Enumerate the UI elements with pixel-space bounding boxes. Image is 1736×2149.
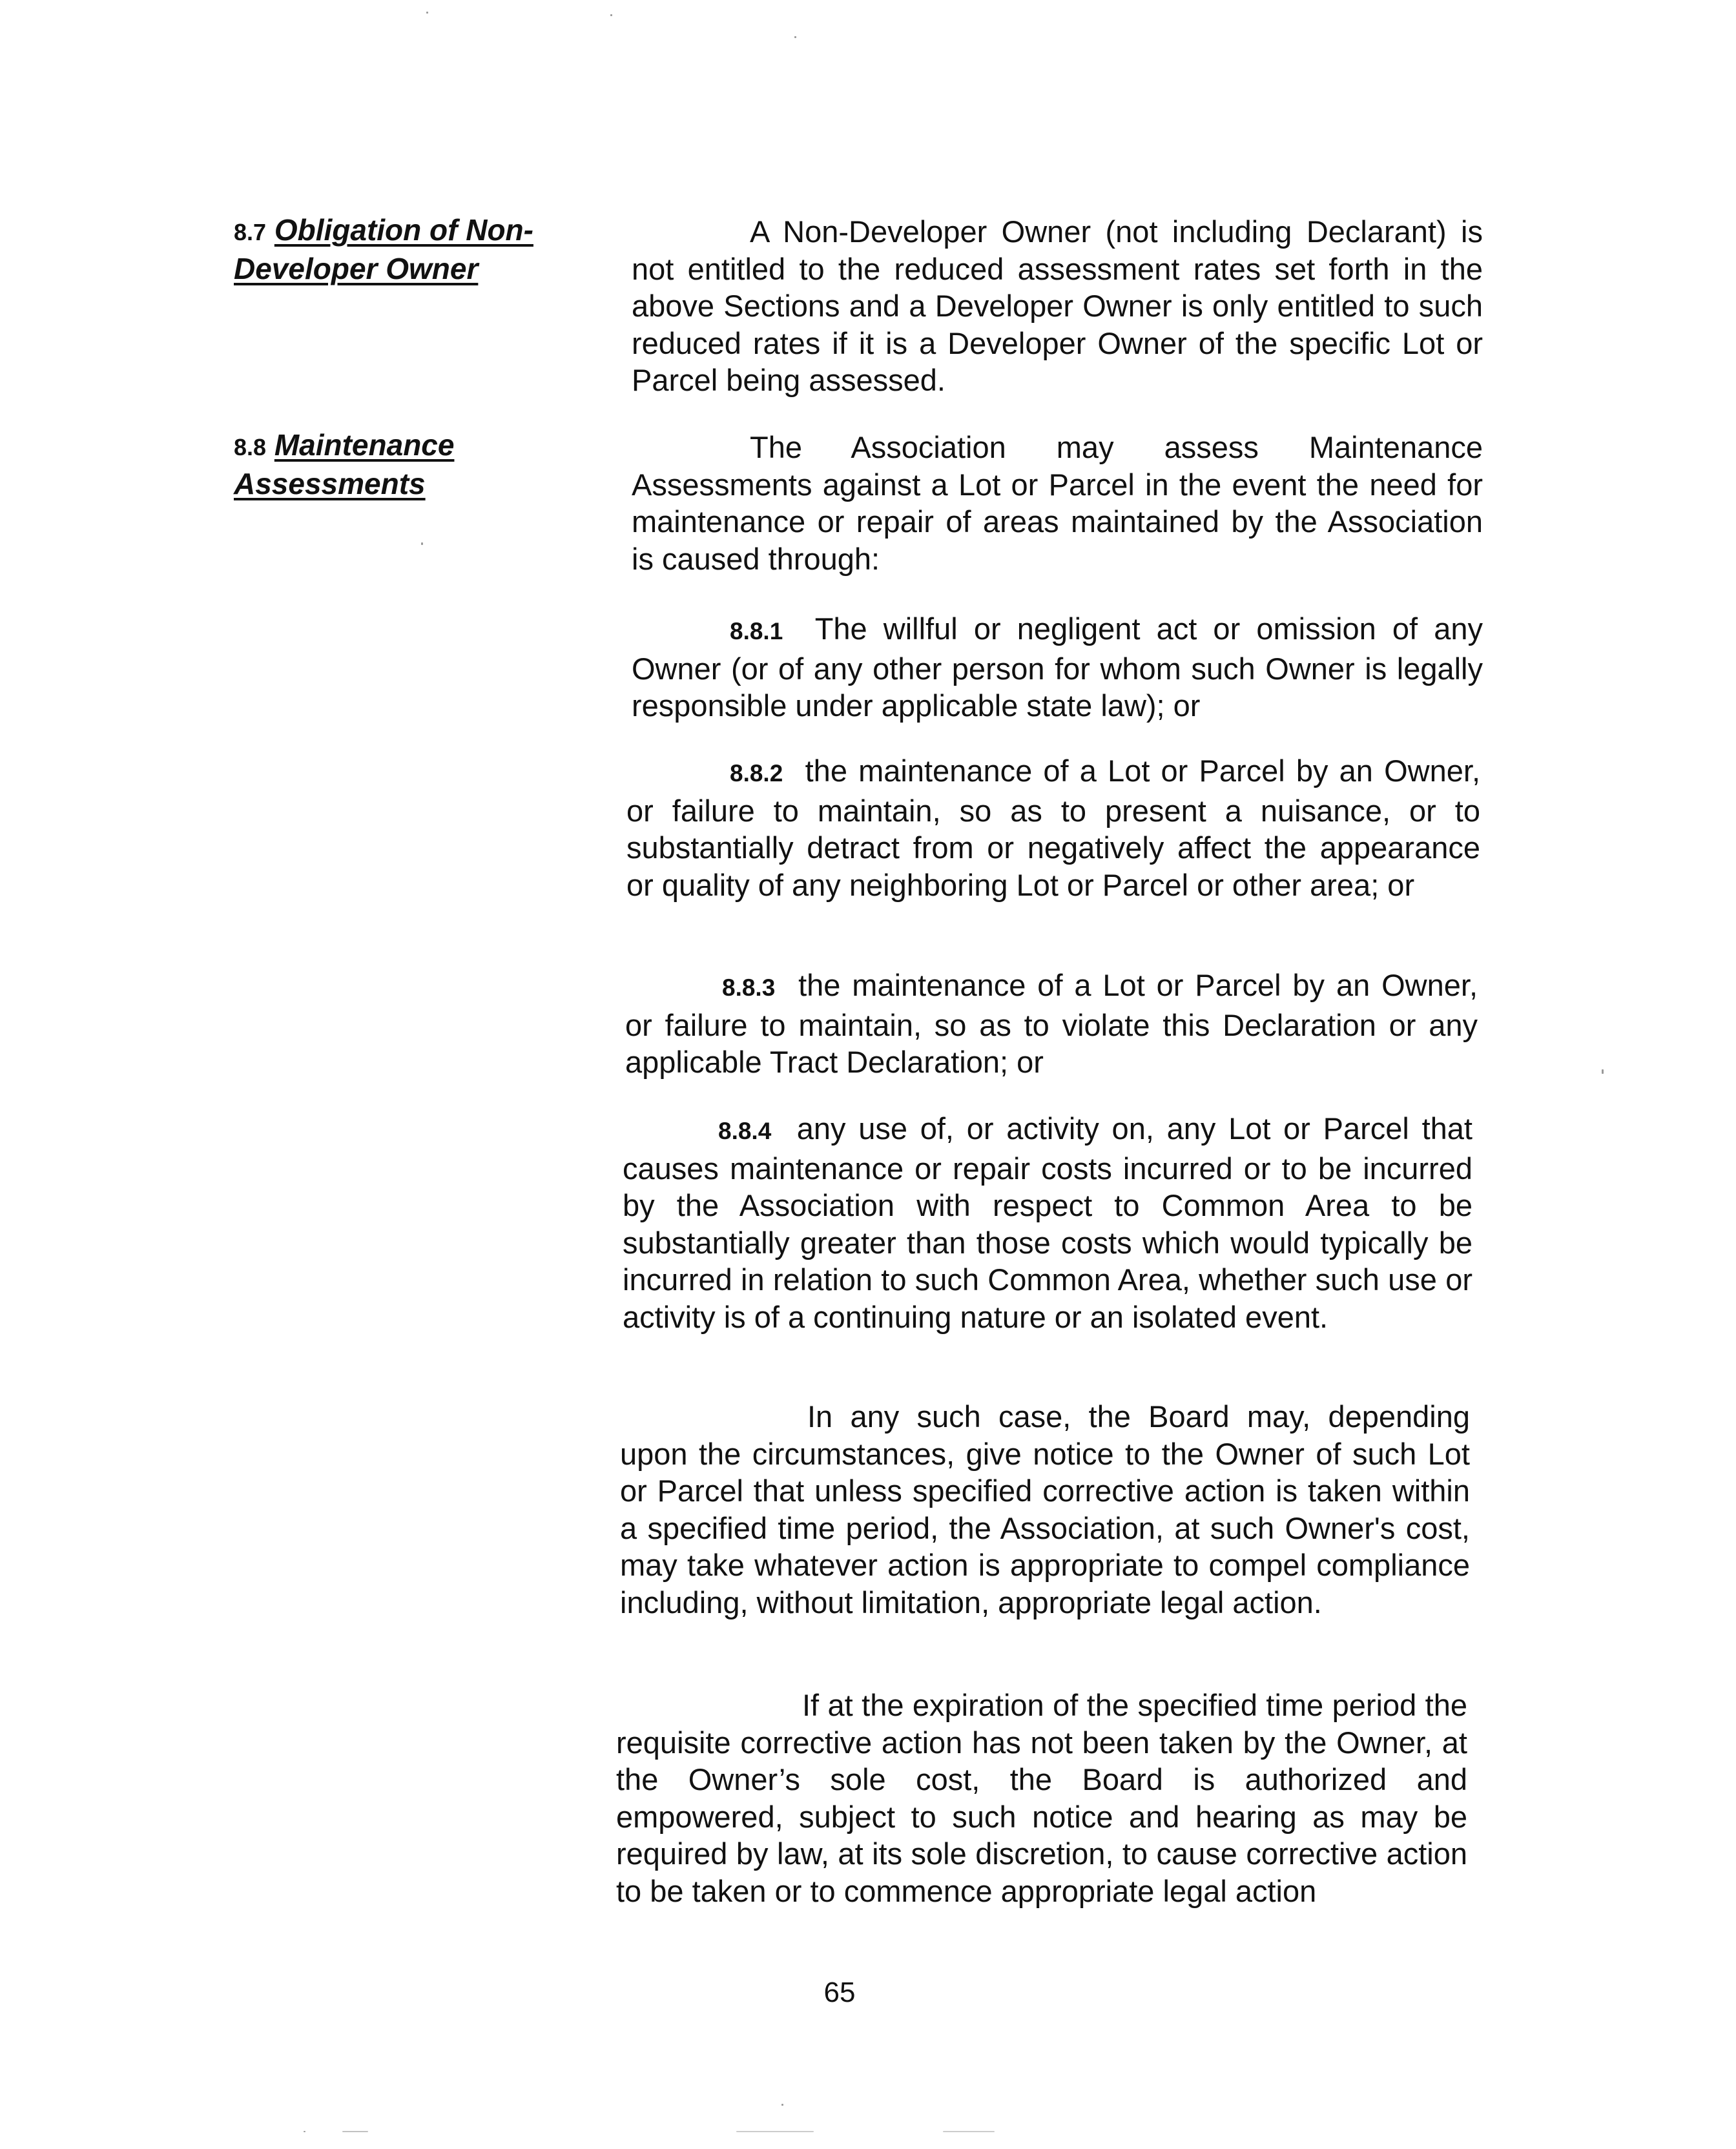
section-title-line-1: Obligation of Non- bbox=[274, 213, 533, 247]
scan-speck bbox=[421, 542, 423, 545]
subsection-number: 8.8.4 bbox=[718, 1118, 772, 1144]
subsection-number: 8.8.1 bbox=[730, 618, 783, 644]
section-title-line-2: Assessments bbox=[234, 467, 426, 500]
scan-speck bbox=[342, 2131, 368, 2132]
scan-speck bbox=[1602, 1069, 1604, 1074]
subsection-number: 8.8.2 bbox=[730, 760, 783, 787]
section-body-8-7: A Non-Developer Owner (not including Declarant) is not entitled to the reduced assessment rates set forth in the above Sections and a Developer Owner is only entitled to such reduced rates if it is a Developer Owner of the specific Lot or Parcel being assessed. bbox=[632, 214, 1483, 397]
section-title-line-2: Developer Owner bbox=[234, 252, 479, 285]
subsection-text: the maintenance of a Lot or Parcel by an Owner, or failure to maintain, so as to present a nuisance, or to substantially detract from or negatively affect the appearance or quality of any neighboring Lot or Parcel or other area; or bbox=[626, 754, 1481, 902]
section-heading-8-7 bbox=[234, 212, 533, 287]
section-body-8-8: The Association may assess Maintenance Assessments against a Lot or Parcel in the event the need for maintenance or repair of areas maintained by the Association is caused through: bbox=[632, 430, 1483, 576]
subsection-text: any use of, or activity on, any Lot or Parcel that causes maintenance or repair costs incurred or to be incurred by the Association with respect to Common Area to be substantially greater than those costs which would typically be incurred in relation to such Common Area, whether such use or activity is of a continuing nature or an isolated event. bbox=[623, 1111, 1472, 1334]
scan-speck bbox=[426, 12, 428, 14]
subsection-number: 8.8.3 bbox=[722, 974, 776, 1001]
scan-speck bbox=[794, 36, 796, 38]
scan-speck bbox=[781, 2104, 783, 2106]
section-title-line-1: Maintenance bbox=[274, 428, 455, 462]
subsection-8-8-2 bbox=[626, 752, 1480, 903]
subsection-text: The willful or negligent act or omission of any Owner (or of any other person for whom such Owner is legally responsible under applicable state law); or bbox=[632, 612, 1483, 723]
paragraph-board-notice: In any such case, the Board may, depending upon the circumstances, give notice to the Owner of such Lot or Parcel that unless specified corrective action is taken within a specified time period, the Association, at such Owner's cost, may take whatever action is appropriate to compel compliance including, without limitation, appropriate legal action. bbox=[620, 1399, 1470, 1619]
subsection-8-8-4 bbox=[623, 1110, 1472, 1335]
page-number: 65 bbox=[823, 1977, 856, 2008]
scan-speck bbox=[304, 2131, 305, 2132]
section-number: 8.7 bbox=[234, 219, 267, 245]
paragraph-corrective-action: If at the expiration of the specified time period the requisite corrective action has not been taken by the Owner, at the Owner’s sole cost, the Board is authorized and empowered, subject to such notice and hearing as may be required by law, at its sole discretion, to cause corrective action to be taken or to commence appropriate legal action bbox=[616, 1688, 1467, 1908]
scan-speck bbox=[736, 2131, 814, 2132]
subsection-8-8-3 bbox=[625, 967, 1478, 1081]
section-heading-8-8 bbox=[234, 427, 454, 502]
section-number: 8.8 bbox=[234, 434, 267, 460]
subsection-8-8-1 bbox=[632, 610, 1483, 725]
scan-speck bbox=[943, 2131, 995, 2132]
scan-speck bbox=[610, 14, 612, 16]
subsection-text: the maintenance of a Lot or Parcel by an Owner, or failure to maintain, so as to violate this Declaration or any applicable Tract Declaration; or bbox=[625, 968, 1478, 1079]
